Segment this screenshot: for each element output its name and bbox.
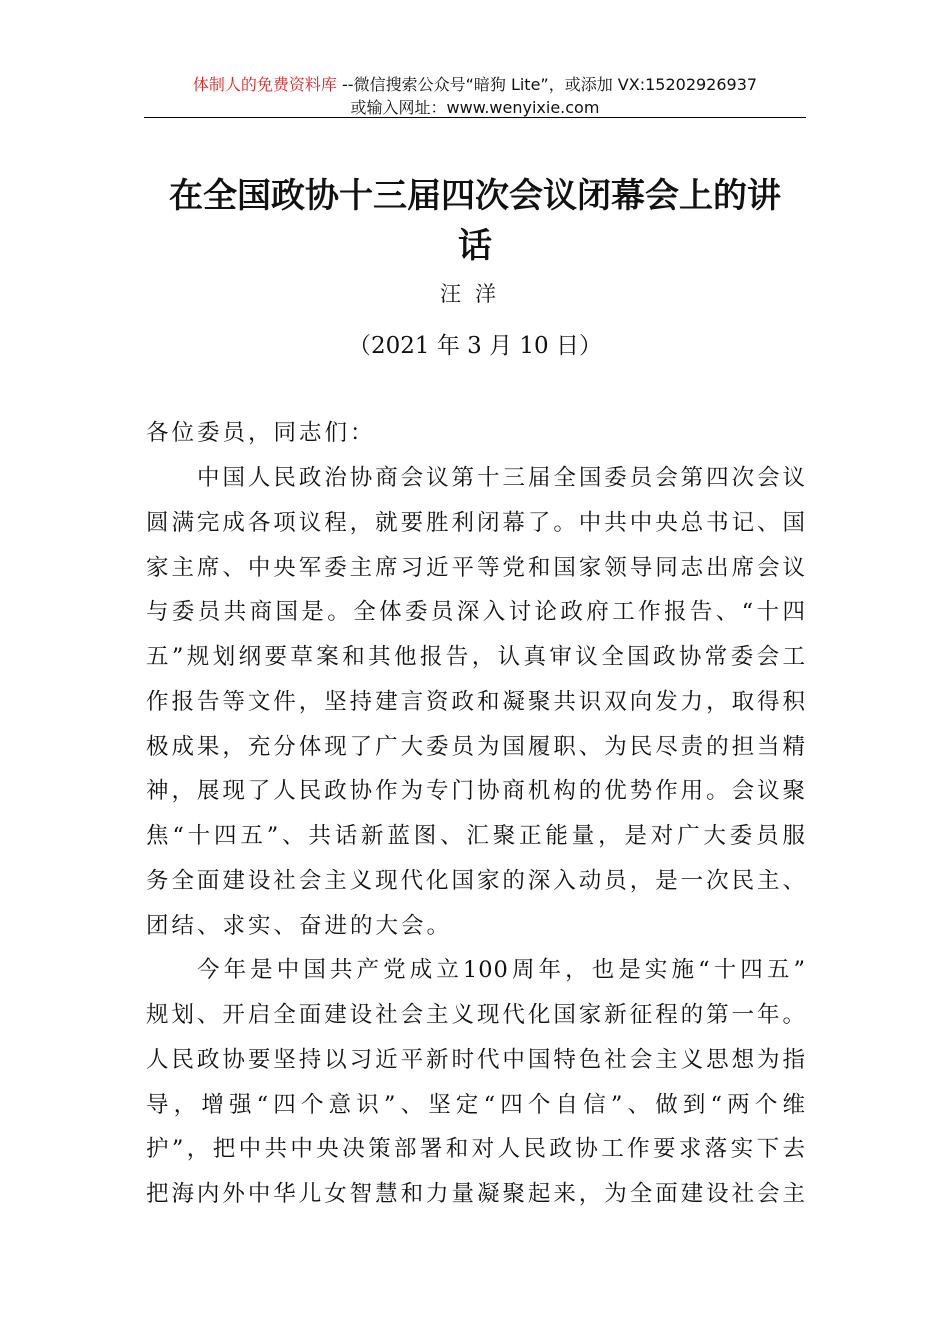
- paragraph-line: 规划、开启全面建设社会主义现代化国家新征程的第一年。: [146, 1002, 806, 1028]
- paragraph-line: 焦“十四五”、共话新蓝图、汇聚正能量，是对广大委员服: [146, 823, 806, 849]
- header-contact: --微信搜索公众号“暗狗 Lite”，或添加 VX:15202926937: [336, 75, 758, 94]
- paragraph-line: 家主席、中央军委主席习近平等党和国家领导同志出席会议: [146, 555, 806, 581]
- paragraph-line: 团结、求实、奋进的大会。: [146, 913, 453, 939]
- header-notice: [0, 72, 950, 95]
- header-brand: 体制人的免费资料库: [192, 75, 337, 94]
- paragraph-line: 今年是中国共产党成立100周年，也是实施“十四五”: [197, 957, 806, 983]
- header-url: 或输入网址：www.wenyixie.com: [350, 98, 600, 117]
- paragraph-line: 神，展现了人民政协作为专门协商机构的优势作用。会议聚: [146, 778, 806, 804]
- salutation: 各位委员，同志们：: [146, 420, 376, 446]
- paragraph-line: 五”规划纲要草案和其他报告，认真审议全国政协常委会工: [146, 644, 806, 670]
- paragraph-line: 作报告等文件，坚持建言资政和凝聚共识双向发力，取得积: [146, 689, 806, 715]
- paragraph-line: 导，增强“四个意识”、坚定“四个自信”、做到“两个维: [146, 1092, 806, 1118]
- document-title-line-2: 话: [458, 226, 492, 266]
- paragraph-line: 极成果，充分体现了广大委员为国履职、为民尽责的担当精: [146, 734, 806, 760]
- header-divider: [144, 117, 806, 118]
- paragraph-line: 圆满完成各项议程，就要胜利闭幕了。中共中央总书记、国: [146, 510, 806, 536]
- paragraph-line: 务全面建设社会主义现代化国家的深入动员，是一次民主、: [146, 868, 806, 894]
- paragraph-line: 人民政协要坚持以习近平新时代中国特色社会主义思想为指: [146, 1047, 806, 1073]
- paragraph-line: 中国人民政治协商会议第十三届全国委员会第四次会议: [197, 465, 806, 491]
- paragraph-line: 与委员共商国是。全体委员深入讨论政府工作报告、“十四: [146, 599, 806, 625]
- paragraph-line: 把海内外中华儿女智慧和力量凝聚起来，为全面建设社会主: [146, 1181, 806, 1207]
- paragraph-line: 护”，把中共中央决策部署和对人民政协工作要求落实下去: [146, 1136, 806, 1162]
- speech-date: （2021 年 3 月 10 日）: [348, 333, 602, 359]
- author: 汪洋: [440, 282, 510, 306]
- document-title-line-1: 在全国政协十三届四次会议闭幕会上的讲: [169, 176, 781, 216]
